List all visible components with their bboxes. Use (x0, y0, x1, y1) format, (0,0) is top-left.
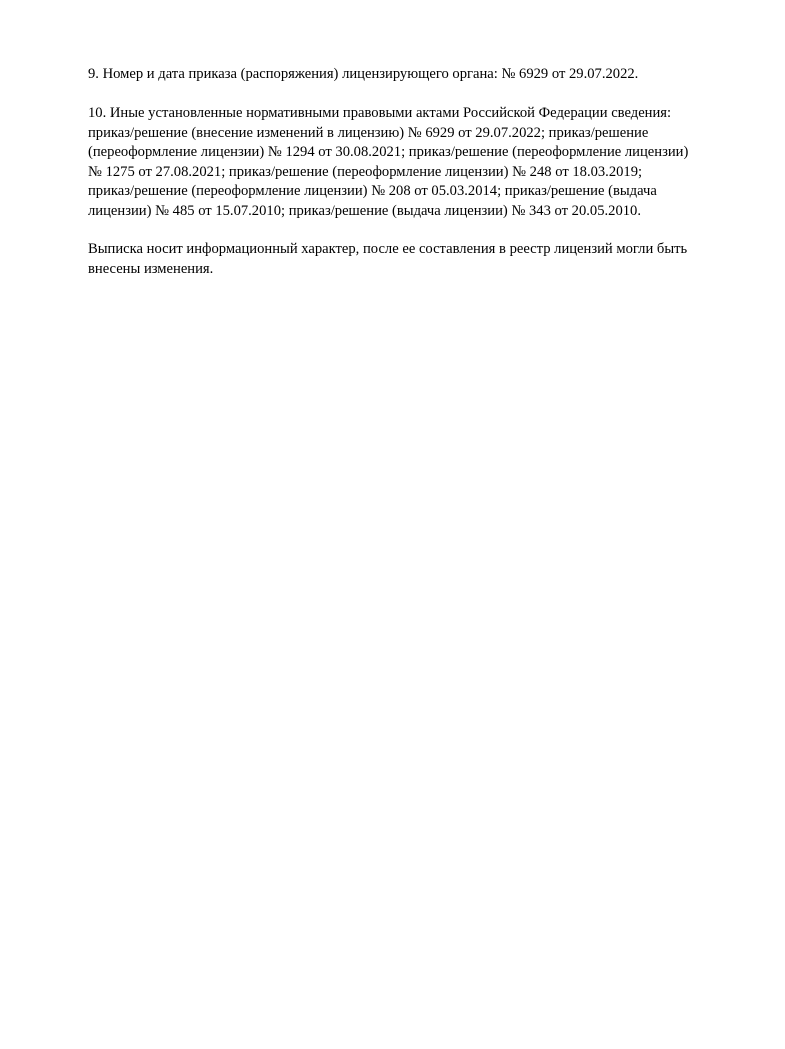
item-9-order-number-date (88, 65, 752, 85)
text-line: приказ/решение (переоформление лицензии) № 208 от 05.03.2014; приказ/решение (выдача (88, 183, 657, 199)
text-line: № 1275 от 27.08.2021; приказ/решение (переоформление лицензии) № 248 от 18.03.2019; (88, 163, 643, 180)
text-line: 10. Иные установленные нормативными правовыми актами Российской Федерации сведения: (88, 105, 672, 121)
disclaimer-note (88, 240, 752, 279)
text-line: внесены изменения. (88, 260, 214, 277)
text-line: Выписка носит информационный характер, после ее составления в реестр лицензий могли быть (88, 241, 688, 257)
item-10-other-information (88, 104, 752, 221)
text-line: приказ/решение (внесение изменений в лицензию) № 6929 от 29.07.2022; приказ/решение (88, 124, 649, 141)
text-line: лицензии) № 485 от 15.07.2010; приказ/решение (выдача лицензии) № 343 от 20.05.2010. (88, 202, 642, 219)
text-line: 9. Номер и дата приказа (распоряжения) лицензирующего органа: № 6929 от 29.07.2022. (88, 66, 639, 82)
text-line: (переоформление лицензии) № 1294 от 30.08.2021; приказ/решение (переоформление лицензии) (88, 144, 689, 160)
